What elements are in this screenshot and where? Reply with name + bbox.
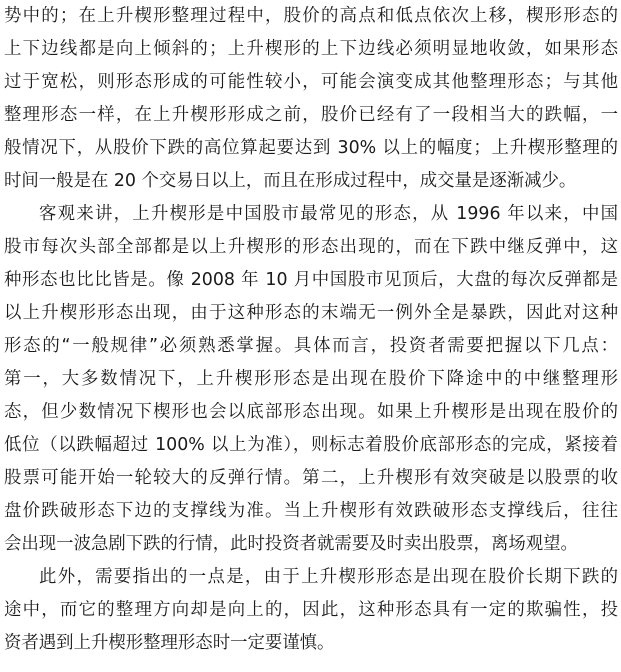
text-line: 盘价跌破形态下边的支撑线为准。当上升楔形有效跌破形态支撑线后，往往 — [4, 501, 618, 521]
paragraph-3 — [4, 561, 618, 660]
text-line: 资者遇到上升楔形整理形态时一定要谨慎。 — [4, 633, 335, 653]
text-line: 时间一般是在 20 个交易日以上，而且在形成过程中，成交量是逐渐减少。 — [4, 171, 577, 191]
paragraph-2 — [4, 198, 618, 561]
text-line: 种形态也比比皆是。像 2008 年 10 月中国股市见顶后，大盘的每次反弹都是 — [4, 270, 618, 290]
text-line: 般情况下，从股价下跌的高位算起要达到 30% 以上的幅度；上升楔形整理的 — [4, 138, 618, 158]
text-line: 势中的；在上升楔形整理过程中，股价的高点和低点依次上移，楔形形态的 — [4, 6, 618, 26]
paragraph-1 — [4, 0, 618, 198]
document-page — [4, 0, 618, 672]
text-line: 客观来讲，上升楔形是中国股市最常见的形态，从 1996 年以来，中国 — [39, 204, 618, 224]
text-line: 上下边线都是向上倾斜的；上升楔形的上下边线必须明显地收敛，如果形态 — [4, 39, 618, 59]
text-line: 形态的“一般规律”必须熟悉掌握。具体而言，投资者需要把握以下几点： — [4, 336, 618, 356]
text-line: 以上升楔形形态出现，由于这种形态的末端无一例外全是暴跌，因此对这种 — [4, 303, 618, 323]
text-line: 第一，大多数情况下，上升楔形形态是出现在股价下降途中的中继整理形 — [4, 369, 618, 389]
text-line: 过于宽松，则形态形成的可能性较小，可能会演变成其他整理形态；与其他 — [4, 72, 618, 92]
text-line: 股票可能开始一轮较大的反弹行情。第二，上升楔形有效突破是以股票的收 — [4, 468, 618, 488]
text-line: 低位（以跌幅超过 100% 以上为准），则标志着股价底部形态的完成，紧接着 — [4, 435, 618, 455]
text-line: 股市每次头部全部都是以上升楔形的形态出现的，而在下跌中继反弹中，这 — [4, 237, 618, 257]
text-line: 态，但少数情况下楔形也会以底部形态出现。如果上升楔形是出现在股价的 — [4, 402, 618, 422]
text-line: 途中，而它的整理方向却是向上的，因此，这种形态具有一定的欺骗性，投 — [4, 600, 618, 620]
text-line: 会出现一波急剧下跌的行情，此时投资者就需要及时卖出股票，离场观望。 — [4, 534, 578, 554]
text-line: 整理形态一样，在上升楔形形成之前，股价已经有了一段相当大的跌幅，一 — [4, 105, 618, 125]
text-line: 此外，需要指出的一点是，由于上升楔形形态是出现在股价长期下跌的 — [39, 567, 618, 587]
